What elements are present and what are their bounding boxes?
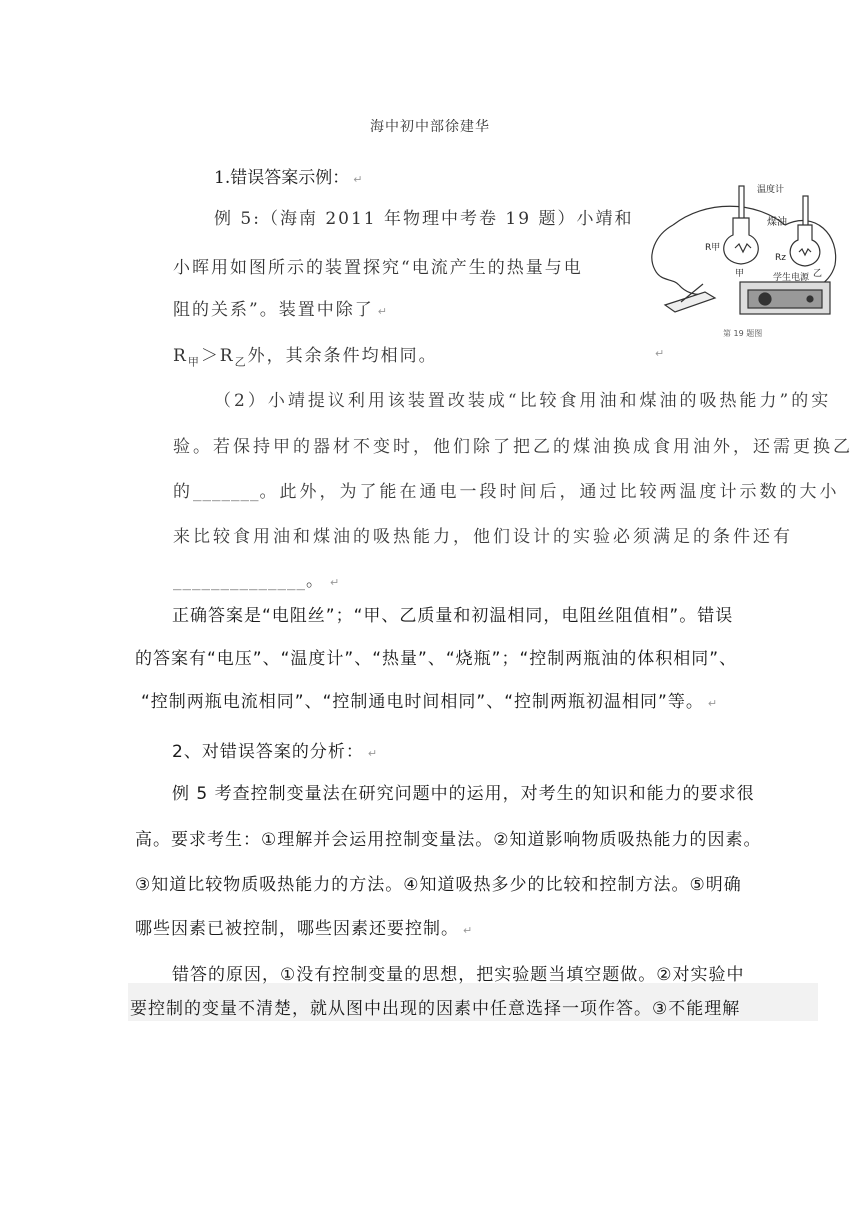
experiment-figure [645, 180, 845, 340]
answer-blank-2: ______________ [173, 571, 306, 591]
correct-line-1: 正确答案是“电阻丝”；“甲、乙质量和初温相同，电阻丝阻值相”。错误 [172, 606, 734, 626]
power-knob [759, 293, 771, 305]
r-jia-subscript: 甲 [187, 355, 201, 369]
question2-line-2: 验。若保持甲的器材不变时，他们除了把乙的煤油换成食用油外，还需更换乙 [173, 437, 853, 457]
r-jia-symbol: R [173, 346, 188, 366]
power-label: 学生电源 [773, 273, 810, 283]
section1-title-text: 1.错误答案示例： [214, 168, 350, 188]
answer-blank-1: _______ [193, 482, 260, 502]
r-yi-subscript: 乙 [234, 355, 248, 369]
analysis-line-4-text: 哪些因素已被控制，哪些因素还要控制。 [135, 919, 459, 939]
example-line-4 [173, 341, 663, 369]
reasons-line-2: 要控制的变量不清楚，就从图中出现的因素中任意选择一项作答。③不能理解 [130, 999, 741, 1019]
example-line-2: 小晖用如图所示的装置探究“电流产生的热量与电 [173, 258, 583, 278]
question2-line-1: （2）小靖提议利用该装置改装成“比较食用油和煤油的吸热能力”的实 [214, 391, 832, 411]
section2-title-text: 2、对错误答案的分析： [172, 742, 364, 762]
paragraph-mark: ↵ [655, 347, 665, 360]
reasons-line-1: 错答的原因，①没有控制变量的思想，把实验题当填空题做。②对实验中 [172, 965, 745, 985]
kerosene-label: 煤油 [767, 217, 787, 228]
section1-title [214, 163, 362, 188]
question2-line-3 [173, 477, 840, 502]
flask-jia [724, 218, 759, 264]
example-line-3-text: 阻的关系”。装置中除了 [173, 300, 374, 320]
correct-line-2: 的答案有“电压”、“温度计”、“热量”、“烧瓶”；“控制两瓶油的体积相同”、 [135, 649, 738, 669]
section2-title [172, 737, 377, 762]
example-line-1: 例 5:（海南 2011 年物理中考卷 19 题）小靖和 [214, 209, 634, 229]
analysis-line-4 [135, 914, 472, 939]
analysis-line-1: 例 5 考查控制变量法在研究问题中的运用，对考生的知识和能力的要求很 [172, 784, 755, 804]
question2-line-5-end: 。 [306, 571, 326, 591]
figure-caption: 第 19 题图 [723, 329, 763, 338]
r-yi-symbol: ＞R [200, 346, 235, 366]
paragraph-mark: ↵ [353, 173, 363, 186]
jia-label: 甲 [735, 269, 745, 279]
example-line-4-end: 外，其余条件均相同。 [247, 346, 438, 366]
circuit-wire [652, 225, 679, 285]
question2-line-5 [173, 566, 339, 591]
paragraph-mark: ↵ [463, 924, 473, 937]
paragraph-mark: ↵ [367, 747, 378, 760]
question2-line-4: 来比较食用油和煤油的吸热能力，他们设计的实验必须满足的条件还有 [173, 527, 793, 547]
r-yi-label: Rz [775, 253, 786, 263]
analysis-line-2: 高。要求考生：①理解并会运用控制变量法。②知道影响物质吸热能力的因素。 [135, 830, 762, 850]
paragraph-mark: ↵ [330, 576, 340, 589]
flask-yi [790, 225, 820, 266]
thermometer-label: 温度计 [757, 185, 785, 195]
correct-line-3 [141, 687, 717, 712]
question2-line-3-start: 的 [173, 482, 193, 502]
author-header: 海中初中部徐建华 [370, 119, 490, 135]
paragraph-mark: ↵ [377, 305, 387, 318]
correct-line-3-text: “控制两瓶电流相同”、“控制通电时间相同”、“控制两瓶初温相同”等。 [141, 692, 704, 712]
analysis-line-3: ③知道比较物质吸热能力的方法。④知道吸热多少的比较和控制方法。⑤明确 [135, 875, 742, 895]
question2-line-3-end: 。此外，为了能在通电一段时间后，通过比较两温度计示数的大小 [259, 482, 840, 502]
yi-label: 乙 [813, 269, 823, 279]
r-jia-label: R甲 [705, 243, 721, 253]
example-line-3 [173, 295, 387, 320]
paragraph-mark: ↵ [707, 697, 718, 710]
